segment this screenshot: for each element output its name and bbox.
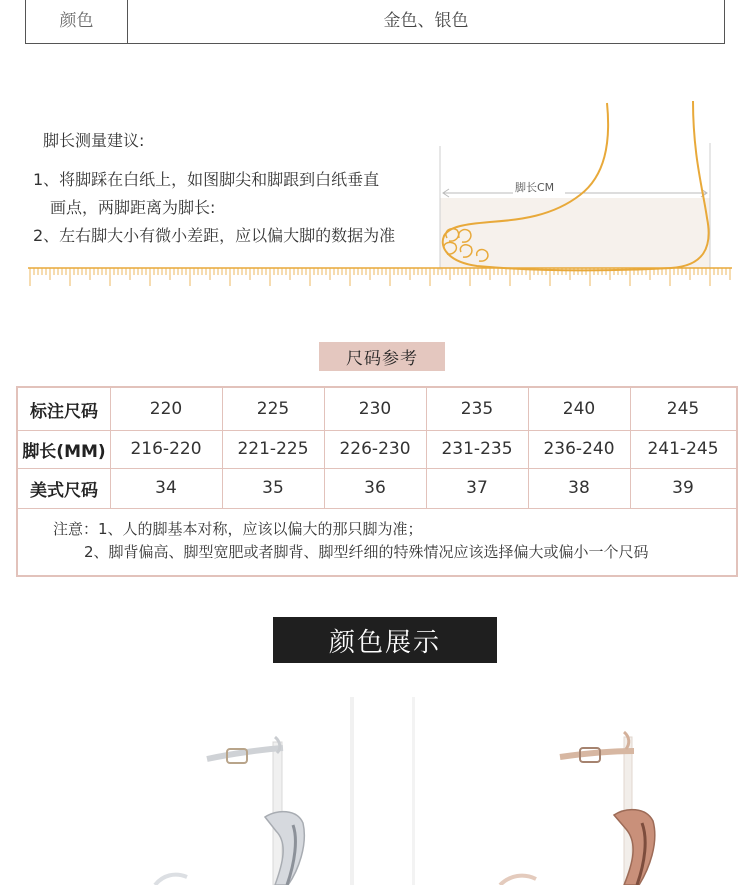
row-label-marked-size: 标注尺码 (30, 401, 98, 422)
color-info-row (25, 0, 725, 44)
size-note-1: 注意：1、人的脚基本对称，应该以偏大的那只脚为准； (53, 520, 423, 538)
table-cell: 39 (672, 478, 694, 498)
table-cell: 221-225 (237, 439, 309, 459)
ruler (28, 266, 732, 288)
table-cell: 225 (256, 399, 290, 419)
measure-step-1: 1、将脚踩在白纸上，如图脚尖和脚跟到白纸垂直 (33, 170, 380, 189)
table-cell: 36 (364, 478, 386, 498)
table-cell: 34 (155, 478, 177, 498)
table-cell: 38 (568, 478, 590, 498)
table-cell: 236-240 (543, 439, 615, 459)
table-cell: 230 (358, 399, 392, 419)
table-cell: 37 (466, 478, 488, 498)
foot-length-label: 脚长CM (515, 181, 555, 194)
measure-step-2: 2、左右脚大小有微小差距，应以偏大脚的数据为准 (33, 226, 396, 245)
foot-illustration (435, 98, 735, 273)
table-cell: 241-245 (647, 439, 719, 459)
gold-sandal-image (410, 697, 710, 885)
table-cell: 216-220 (130, 439, 202, 459)
table-cell: 35 (262, 478, 284, 498)
silver-sandal-image (95, 697, 375, 885)
size-table (16, 386, 738, 577)
size-note-2: 2、脚背偏高、脚型宽肥或者脚背、脚型纤细的特殊情况应该选择偏大或偏小一个尺码 (84, 543, 649, 561)
measure-step-1-cont: 画点，两脚距离为脚长: (50, 198, 216, 217)
table-cell: 220 (149, 399, 183, 419)
measure-title: 脚长测量建议: (43, 131, 145, 150)
color-value: 金色、银色 (383, 10, 469, 31)
paper-area (440, 198, 710, 268)
color-display-banner: 颜色展示 (273, 617, 497, 663)
table-cell: 235 (460, 399, 494, 419)
table-cell: 226-230 (339, 439, 411, 459)
table-cell: 240 (562, 399, 596, 419)
row-label-us-size: 美式尺码 (30, 480, 98, 501)
size-chart-title: 尺码参考 (319, 342, 445, 371)
color-label: 颜色 (26, 0, 128, 43)
row-label-foot-length: 脚长(MM) (22, 441, 106, 462)
table-cell: 231-235 (441, 439, 513, 459)
table-cell: 245 (666, 399, 700, 419)
